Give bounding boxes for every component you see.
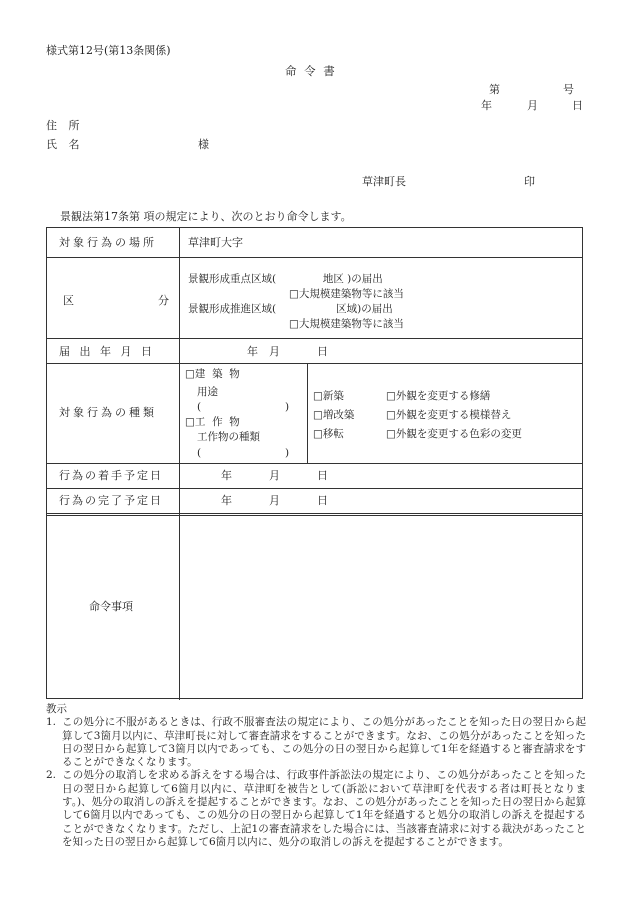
page-title: 命 令 書 <box>285 64 337 78</box>
date-day: 日 <box>572 99 583 112</box>
address-label: 住 所 <box>46 119 84 132</box>
start-date-day: 日 <box>317 469 328 482</box>
form-number: 様式第12号(第13条関係) <box>46 44 171 57</box>
structure-paren-open: ( <box>197 447 202 459</box>
category-label-right: 分 <box>158 294 169 307</box>
category-label-left: 区 <box>63 294 74 307</box>
start-date-month: 月 <box>269 469 280 482</box>
issuer-title: 草津町長 <box>362 175 406 188</box>
intro-text: 景観法第17条第 項の規定により、次のとおり命令します。 <box>60 210 352 223</box>
end-date-day: 日 <box>317 494 328 507</box>
option-repair[interactable]: □外観を変更する修繕 <box>386 390 491 402</box>
seal-label: 印 <box>524 175 535 188</box>
notice-item1-number: 1. <box>46 716 57 729</box>
filing-date-year: 年 <box>247 345 258 358</box>
honorific: 様 <box>198 138 209 151</box>
date-year: 年 <box>481 99 492 112</box>
notice-item1: この処分に不服があるときは、行政不服審査法の規定により、この処分があったことを知った日の翌日から起算して3箇月以内に、草津町長に対して審査請求をすることができます。なお、この処分があったことを知った日の翌日から起算して3箇月以内であっても、この処分の日の翌日から起算して1年を経過すると審査請求をすることができなくなります。 <box>62 716 586 769</box>
structure-checkbox[interactable]: □工 作 物 <box>185 416 240 428</box>
use-paren-close: ) <box>285 401 290 413</box>
doc-number-dai: 第 <box>489 83 500 96</box>
notice-item2-number: 2. <box>46 769 57 782</box>
building-checkbox[interactable]: □建 築 物 <box>185 368 240 380</box>
name-label: 氏 名 <box>46 138 84 151</box>
option-color-change[interactable]: □外観を変更する色彩の変更 <box>386 428 522 440</box>
action-type-label: 対象行為の種類 <box>59 406 157 419</box>
order-content-area[interactable] <box>180 516 582 698</box>
end-date-label: 行為の完了予定日 <box>59 494 163 507</box>
order-form-table <box>46 227 583 699</box>
category-line1: 景観形成重点区域( 地区 )の届出 <box>188 273 383 285</box>
option-remodel[interactable]: □外観を変更する模様替え <box>386 409 512 421</box>
filing-date-label: 届 出 年 月 日 <box>59 345 155 358</box>
notice-item2: この処分の取消しを求める訴えをする場合は、行政事件訴訟法の規定により、この処分があったことを知った日の翌日から起算して6箇月以内に、草津町を被告として(訴訟において草津町を代表する者は町長となります。)、処分の取消しの訴えを提起することができます。なお、この処分があったことを知った日の翌日から起算して6箇月以内であっても、この処分の日の翌日から起算して1年を経過すると処分の取消しの訴えを提起することができなくなります。ただし、上記1の審査請求をした場合には、当該審査請求に対する裁決があったことを知った日の翌日から起算して6箇月以内に、処分の取消しの訴えを提起することができます。 <box>62 769 586 848</box>
option-relocation[interactable]: □移転 <box>313 428 344 440</box>
end-date-year: 年 <box>221 494 232 507</box>
order-label: 命令事項 <box>89 600 133 613</box>
use-paren-open: ( <box>197 401 202 413</box>
category-line3: 景観形成推進区域( 区域)の届出 <box>188 303 393 315</box>
option-extension[interactable]: □増改築 <box>313 409 355 421</box>
category-line4: □大規模建築物等に該当 <box>289 318 404 330</box>
filing-date-day: 日 <box>317 345 328 358</box>
place-label: 対象行為の場所 <box>59 236 157 249</box>
notice-heading: 教示 <box>46 703 67 715</box>
option-new-construction[interactable]: □新築 <box>313 390 344 402</box>
use-label: 用途 <box>197 386 218 398</box>
category-line2: □大規模建築物等に該当 <box>289 288 404 300</box>
date-month: 月 <box>527 99 538 112</box>
structure-paren-close: ) <box>285 447 290 459</box>
notice-section <box>46 703 586 849</box>
doc-number-go: 号 <box>563 83 574 96</box>
end-date-month: 月 <box>269 494 280 507</box>
place-value: 草津町大字 <box>188 236 243 249</box>
start-date-label: 行為の着手予定日 <box>59 469 163 482</box>
start-date-year: 年 <box>221 469 232 482</box>
filing-date-month: 月 <box>269 345 280 358</box>
structure-kind-label: 工作物の種類 <box>197 431 260 443</box>
